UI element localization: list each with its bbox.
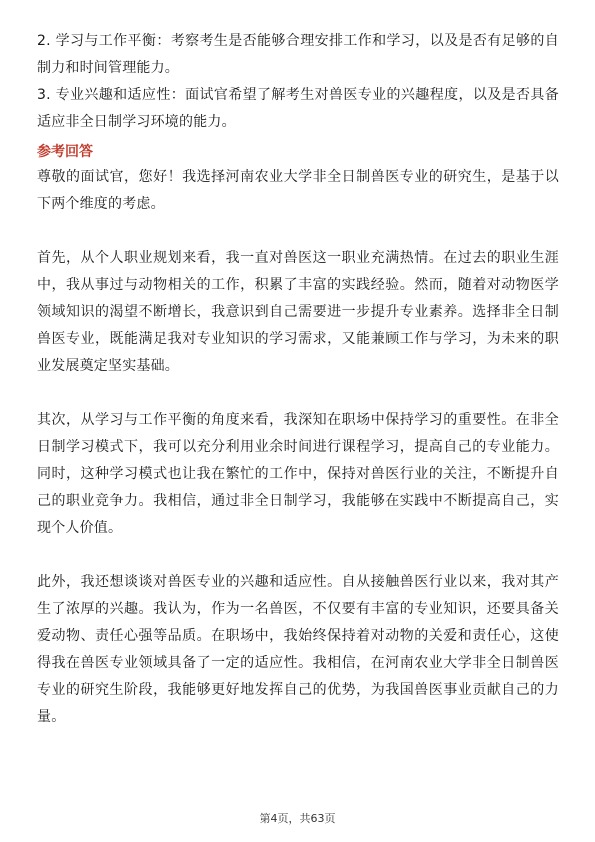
point-interest-adaptability: 3. 专业兴趣和适应性：面试官希望了解考生对兽医专业的兴趣程度，以及是否具备适应非全日制学习环境的能力。 (37, 87, 559, 130)
answer-interest-paragraph: 此外，我还想谈谈对兽医专业的兴趣和适应性。自从接触兽医行业以来，我对其产生了浓厚的兴趣。我认为，作为一名兽医，不仅要有丰富的专业知识，还要具备关爱动物、责任心强等品质。在职场中，我始终保持着对动物的关爱和责任心，这使得我在兽医专业领域具备了一定的适应性。我相信，在河南农业大学非全日制兽医专业的研究生阶段，我能够更好地发挥自己的优势，为我国兽医事业贡献自己的力量。 (37, 574, 559, 725)
answer-heading: 参考回答 (37, 144, 93, 160)
answer-balance-paragraph: 其次，从学习与工作平衡的角度来看，我深知在职场中保持学习的重要性。在非全日制学习模式下，我可以充分利用业余时间进行课程学习，提高自己的专业能力。同时，这种学习模式也让我在繁忙的工作中，保持对兽医行业的关注，不断提升自己的职业竞争力。我相信，通过非全日制学习，我能够在实践中不断提高自己，实现个人价值。 (37, 412, 559, 536)
paragraph-gap (37, 218, 559, 245)
paragraph-gap (37, 380, 559, 407)
document-body (37, 28, 559, 731)
answer-intro-paragraph: 尊敬的面试官，您好！我选择河南农业大学非全日制兽医专业的研究生，是基于以下两个维度的考虑。 (37, 169, 559, 212)
answer-career-paragraph: 首先，从个人职业规划来看，我一直对兽医这一职业充满热情。在过去的职业生涯中，我从事过与动物相关的工作，积累了丰富的实践经验。然而，随着对动物医学领域知识的渴望不断增长，我意识到自己需要进一步提升专业素养。选择非全日制兽医专业，既能满足我对专业知识的学习需求，又能兼顾工作与学习，为未来的职业发展奠定坚实基础。 (37, 250, 559, 374)
paragraph-gap (37, 542, 559, 569)
point-work-study-balance: 2. 学习与工作平衡：考察考生是否能够合理安排工作和学习，以及是否有足够的自制力和时间管理能力。 (37, 33, 559, 76)
page-number: 第4页，共63页 (259, 812, 336, 825)
